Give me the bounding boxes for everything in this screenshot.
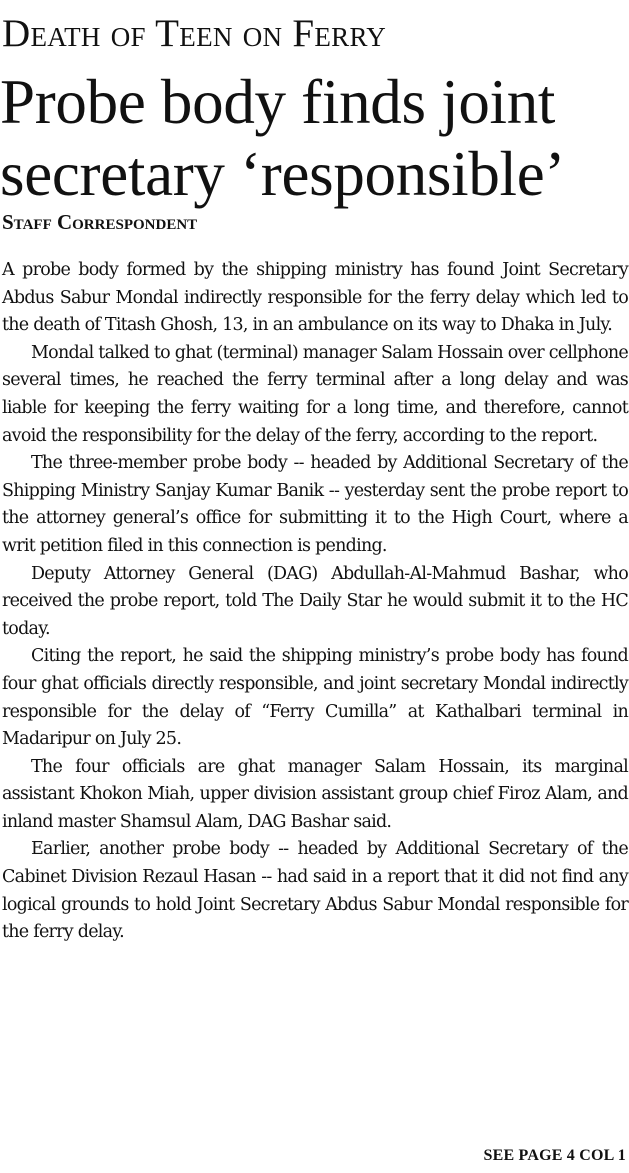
paragraph: Deputy Attorney General (DAG) Abdullah-Al-Mahmud Bashar, who received the probe report, told The Daily Star he would submit it to the HC today. <box>2 563 628 639</box>
byline: Staff Correspondent <box>2 210 198 234</box>
paragraph: Citing the report, he said the shipping ministry’s probe body has found four ghat officials directly responsible, and joint secretary Mondal indirectly responsible for the delay of “Ferry Cumilla” at Kathalbari terminal in Madaripur on July 25. <box>2 646 628 750</box>
article-body <box>2 257 628 947</box>
continuation-jump: SEE PAGE 4 COL 1 <box>483 1147 626 1164</box>
paragraph: A probe body formed by the shipping ministry has found Joint Secretary Abdus Sabur Mondal indirectly responsible for the ferry delay which led to the death of Titash Ghosh, 13, in an ambulance on its way to Dhaka in July. <box>2 260 628 336</box>
paragraph: Earlier, another probe body -- headed by Additional Secretary of the Cabinet Division Rezaul Hasan -- had said in a report that it did not find any logical grounds to hold Joint Secretary Abdus Sabur Mondal responsible for the ferry delay. <box>2 839 628 943</box>
paragraph: The three-member probe body -- headed by Additional Secretary of the Shipping Ministry Sanjay Kumar Banik -- yesterday sent the probe report to the attorney general’s office for submitting it to the High Court, where a writ petition filed in this connection is pending. <box>2 453 628 556</box>
kicker: Death of Teen on Ferry <box>2 12 387 55</box>
paragraph: The four officials are ghat manager Salam Hossain, its marginal assistant Khokon Miah, upper division assistant group chief Firoz Alam, and inland master Shamsul Alam, DAG Bashar said. <box>2 756 628 832</box>
paragraph: Mondal talked to ghat (terminal) manager Salam Hossain over cellphone several times, he reached the ferry terminal after a long delay and was liable for keeping the ferry waiting for a long time, and therefore, cannot avoid the responsibility for the delay of the ferry, according to the report. <box>2 342 628 446</box>
headline: Probe body finds joint secretary ‘responsible’ <box>0 67 566 209</box>
